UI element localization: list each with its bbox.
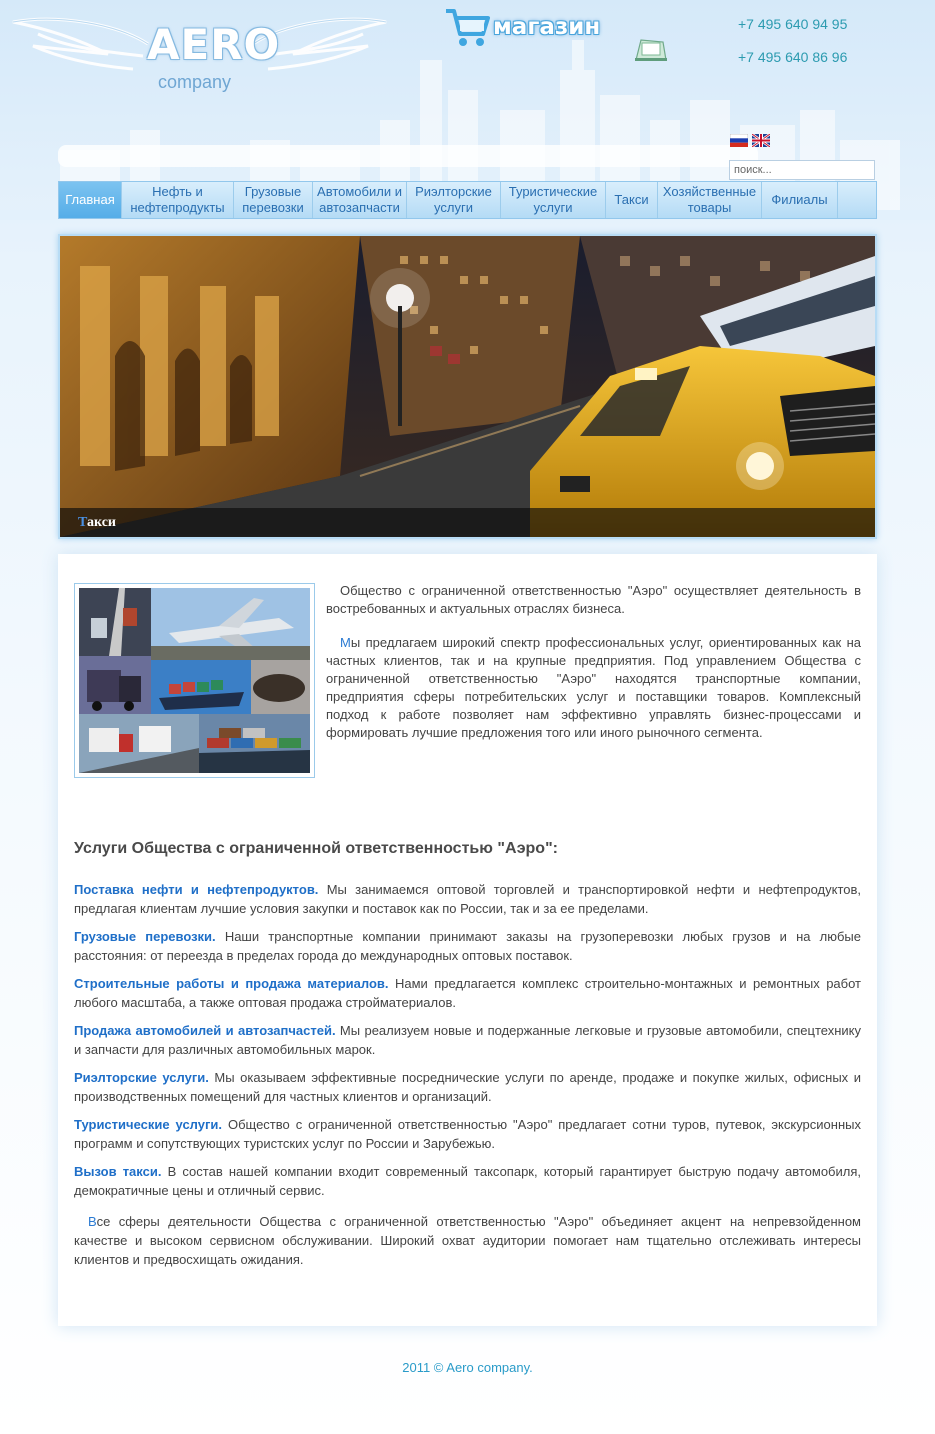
nav-item-home[interactable]: Главная: [59, 182, 122, 218]
intro-paragraph-2-text: ы предлагаем широкий спектр профессиональных услуг, ориентированных как на частных клиентов, так и на крупные предприятия. Под управлением Общества с ограниченной ответственностью "Аэро" находятся транспортные компании, предприятия сферы потребительских услуг и поставщики товаров. Комплексный подход к работе позволяет нам эффективно управлять бизнес-процессами и формировать лучшие предложения того или иного рыночного сегмента.: [326, 635, 861, 740]
service-term-oil: Поставка нефти и нефтепродуктов.: [74, 882, 319, 897]
services-list: [74, 880, 861, 1278]
nav-item-realty[interactable]: Риэлторские услуги: [407, 182, 501, 218]
calendar-icon[interactable]: [632, 36, 670, 62]
footer-copyright: 2011 © Aero company.: [402, 1360, 533, 1375]
english-flag-icon[interactable]: [752, 134, 770, 147]
service-item: [74, 1115, 861, 1153]
nav-item-oil[interactable]: Нефть и нефтепродукты: [122, 182, 234, 218]
nav-item-taxi[interactable]: Такси: [606, 182, 658, 218]
service-term-taxi: Вызов такси.: [74, 1164, 162, 1179]
intro-dropcap: М: [340, 635, 351, 650]
intro-paragraph-2: [326, 634, 861, 742]
image-slider[interactable]: [58, 234, 877, 539]
slide-caption: [78, 515, 116, 531]
shop-label: магазин: [493, 14, 601, 40]
services-heading: Услуги Общества с ограниченной ответственностью "Аэро":: [74, 840, 558, 857]
nav-item-branches[interactable]: Филиалы: [762, 182, 838, 218]
shopping-cart-icon: [443, 6, 491, 48]
main-content: [58, 554, 877, 1326]
service-term-cars: Продажа автомобилей и автозапчастей.: [74, 1023, 336, 1038]
nav-item-tourism[interactable]: Туристические услуги: [501, 182, 606, 218]
phone-number-1: +7 495 640 94 95: [738, 16, 848, 32]
logo-subtitle: company: [158, 72, 232, 92]
outro-dropcap: В: [88, 1214, 97, 1229]
slide-caption-text: акси: [87, 515, 116, 530]
service-item: [74, 1162, 861, 1200]
intro-paragraph-1: Общество с ограниченной ответственностью "Аэро" осуществляет деятельность в востребованных и актуальных отраслях бизнеса.: [326, 583, 861, 616]
slide-caption-bar: [60, 508, 875, 537]
nav-item-cargo[interactable]: Грузовые перевозки: [234, 182, 313, 218]
service-desc: В состав нашей компании входит современный таксопарк, который гарантирует быструю подачу автомобиля, демократичные цены и отличный сервис.: [74, 1164, 861, 1198]
search-input[interactable]: [729, 160, 875, 180]
service-desc: Наши транспортные компании принимают заказы на грузоперевозки любых грузов и на любые расстояния: от переезда в пределах города до международных оптовых поставок.: [74, 929, 861, 963]
intro-text: [326, 582, 861, 758]
logo-title[interactable]: AERO: [147, 20, 281, 69]
services-collage-image: [74, 583, 315, 778]
shop-link[interactable]: [443, 6, 600, 48]
service-item: [74, 1068, 861, 1106]
service-term-tourism: Туристические услуги.: [74, 1117, 223, 1132]
service-term-construction: Строительные работы и продажа материалов.: [74, 976, 389, 991]
outro-text: се сферы деятельности Общества с ограниченной ответственностью "Аэро" объединяет акцент на непревзойденном качестве и высоком сервисном обслуживании. Широкий охват аудитории помогает нам тщательно отслеживать интересы клиентов и предвосхищать ожидания.: [74, 1214, 861, 1267]
russian-flag-icon[interactable]: [730, 134, 748, 147]
phone-number-2: +7 495 640 86 96: [738, 49, 848, 65]
service-desc: Общество с ограниченной ответственностью "Аэро" предлагает сотни туров, путевок, экскурсионных программ и сопутствующих туристских услуг по России и Зарубежью.: [74, 1117, 861, 1151]
service-desc: Мы оказываем эффективные посреднические услуги по аренде, продаже и покупке жилых, офисных и производственных помещений для частных клиентов и организаций.: [74, 1070, 861, 1104]
service-term-cargo: Грузовые перевозки.: [74, 929, 216, 944]
service-desc: Нами предлагается комплекс строительно-монтажных и ремонтных работ любого масштаба, а также оптовая продажа стройматериалов.: [74, 976, 861, 1010]
transport-collage-picture: [79, 588, 310, 773]
service-desc: Мы реализуем новые и подержанные легковые и грузовые автомобили, спецтехнику и запчасти для различных автомобильных марок.: [74, 1023, 861, 1057]
service-desc: Мы занимаемся оптовой торговлей и транспортировкой нефти и нефтепродуктов, предлагая клиентам лучшие условия закупки и поставок как по России, так и за ее пределами.: [74, 882, 861, 916]
service-item: [74, 880, 861, 918]
slide-caption-first-letter: Т: [78, 515, 87, 530]
main-navigation: [58, 181, 877, 219]
nav-item-goods[interactable]: Хозяйственные товары: [658, 182, 762, 218]
service-item: [74, 974, 861, 1012]
service-item: [74, 927, 861, 965]
services-outro: [74, 1212, 861, 1269]
service-item: [74, 1021, 861, 1059]
service-term-realty: Риэлторские услуги.: [74, 1070, 209, 1085]
nav-item-cars[interactable]: Автомобили и автозапчасти: [313, 182, 407, 218]
taxi-city-night-image: [60, 236, 875, 537]
